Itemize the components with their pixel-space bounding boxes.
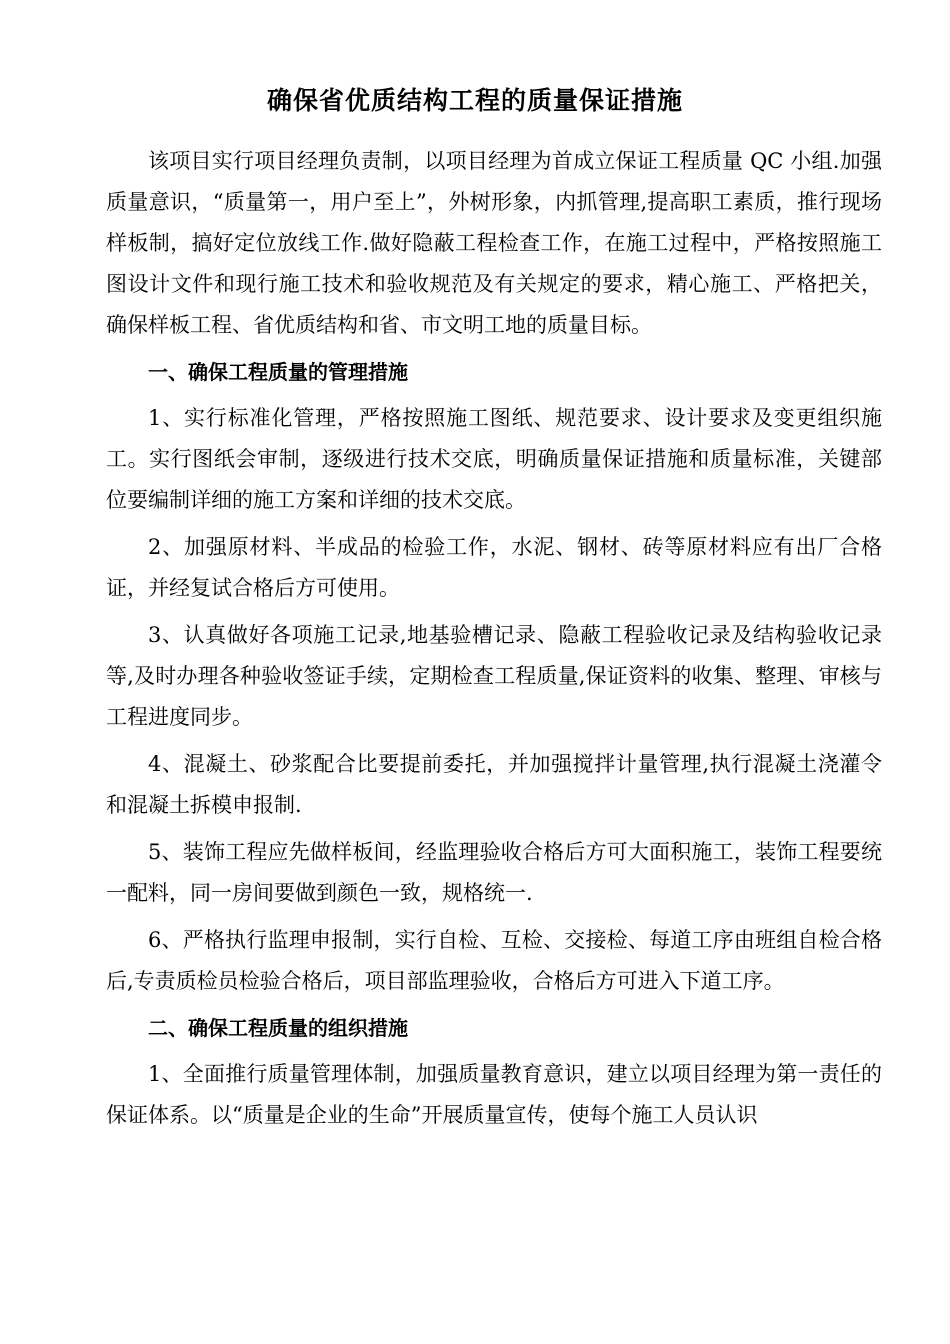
document-body [106,141,882,1142]
management-item-2: 2、加强原材料、半成品的检验工作，水泥、钢材、砖等原材料应有出厂合格证，并经复试合格后方可使用。 [106,535,882,600]
intro-paragraph: 该项目实行项目经理负责制，以项目经理为首成立保证工程质量 QC 小组.加强质量意识，“质量第一，用户至上”，外树形象，内抓管理,提高职工素质，推行现场样板制，搞好定位放线工作.做好隐蔽工程检查工作，在施工过程中，严格按照施工图设计文件和现行施工技术和验收规范及有关规定的要求，精心施工、严格把关，确保样板工程、省优质结构和省、市文明工地的质量目标。 [106,149,882,337]
management-item-5: 5、装饰工程应先做样板间，经监理验收合格后方可大面积施工，装饰工程要统一配料，同一房间要做到颜色一致，规格统一. [106,840,882,905]
management-item-3: 3、认真做好各项施工记录,地基验槽记录、隐蔽工程验收记录及结构验收记录等,及时办理各种验收签证手续，定期检查工程质量,保证资料的收集、整理、审核与工程进度同步。 [106,623,882,729]
organization-item-1: 1、全面推行质量管理体制，加强质量教育意识，建立以项目经理为第一责任的保证体系。以“质量是企业的生命”开展质量宣传，使每个施工人员认识 [106,1062,882,1127]
management-item-6: 6、严格执行监理申报制，实行自检、互检、交接检、每道工序由班组自检合格后,专责质检员检验合格后，项目部监理验收，合格后方可进入下道工序。 [106,928,882,993]
section-heading-organization: 二、确保工程质量的组织措施 [148,1016,408,1040]
management-item-1: 1、实行标准化管理，严格按照施工图纸、规范要求、设计要求及变更组织施工。实行图纸会审制，逐级进行技术交底，明确质量保证措施和质量标准，关键部位要编制详细的施工方案和详细的技术交底。 [106,406,882,512]
management-item-4: 4、混凝土、砂浆配合比要提前委托，并加强搅拌计量管理,执行混凝土浇灌令和混凝土拆模申报制. [106,752,882,817]
section-heading-management: 一、确保工程质量的管理措施 [148,360,408,384]
document-title: 确保省优质结构工程的质量保证措施 [266,86,683,115]
